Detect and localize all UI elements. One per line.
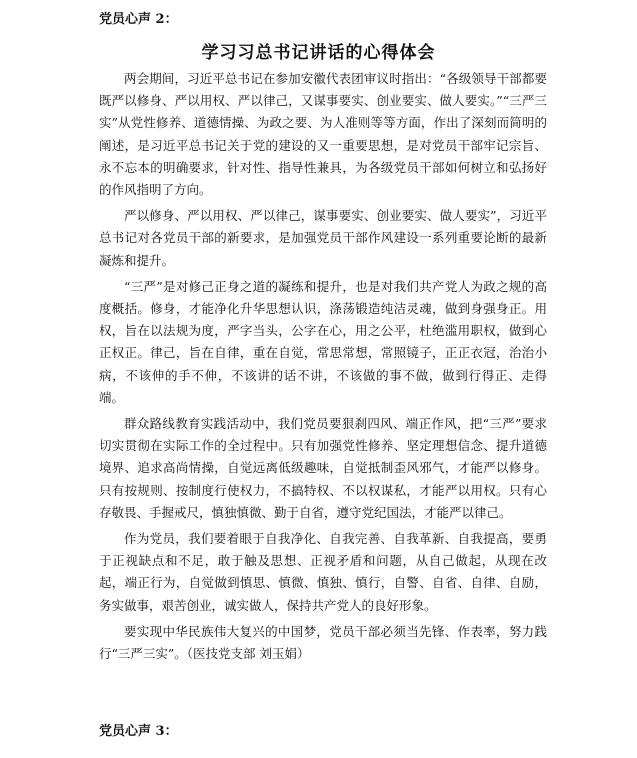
article-title: 学习习总书记讲话的心得体会: [201, 43, 436, 63]
paragraph: 严以修身、严以用权、严以律己，谋事要实、创业要实、做人要实”，习近平总书记对各党员干部的新要求，是加强党员干部作风建设一系列重要论断的最新凝炼和提升。: [99, 208, 547, 268]
paragraph: “三严”是对修己正身之道的凝练和提升，也是对我们共产党人为政之规的高度概括。修身，才能净化升华思想认识，涤荡锻造纯洁灵魂，做到身强身正。用权，旨在以法规为度，严字当头，公字在心，用之公平，杜绝滥用职权，做到心正权正。律己，旨在自律，重在自觉，常思常想，常照镜子，正正衣冠，治治小病，不该伸的手不伸，不该讲的话不讲，不该做的事不做，做到行得正、走得端。: [99, 278, 547, 405]
section-heading: 党员心声 2：: [99, 12, 178, 27]
article-body: [99, 68, 547, 665]
paragraph: 两会期间，习近平总书记在参加安徽代表团审议时指出：“各级领导干部都要既严以修身、严以用权、严以律己，又谋事要实、创业要实、做人要实。”“三严三实”从党性修养、道德情操、为政之要、为人准则等等方面，作出了深刻而简明的阐述，是习近平总书记关于党的建设的又一重要思想，是对党员干部牢记宗旨、永不忘本的明确要求，针对性、指导性兼具，为各级党员干部如何树立和弘扬好的作风指明了方向。: [99, 71, 547, 198]
paragraph: 要实现中华民族伟大复兴的中国梦，党员干部必须当先锋、作表率，努力践行“三严三实”。（医技党支部 刘玉娟）: [99, 623, 547, 662]
paragraph: 作为党员，我们要着眼于自我净化、自我完善、自我革新、自我提高，要勇于正视缺点和不足，敢于触及思想、正视矛盾和问题，从自己做起，从现在改起，端正行为，自觉做到慎思、慎微、慎独、慎行，自警、自省、自律、自励，务实做事，艰苦创业，诚实做人，保持共产党人的良好形象。: [99, 531, 547, 613]
paragraph: 群众路线教育实践活动中，我们党员要狠刹四风、端正作风，把“三严”要求切实贯彻在实际工作的全过程中。只有加强党性修养、坚定理想信念、提升道德境界、追求高尚情操，自觉远离低级趣味，自觉抵制歪风邪气，才能严以修身。只有按规则、按制度行使权力，不搞特权、不以权谋私，才能严以用权。只有心存敬畏、手握戒尺，慎独慎微、勤于自省，遵守党纪国法，才能严以律己。: [99, 416, 547, 520]
section-heading: 党员心声 3：: [99, 724, 178, 739]
